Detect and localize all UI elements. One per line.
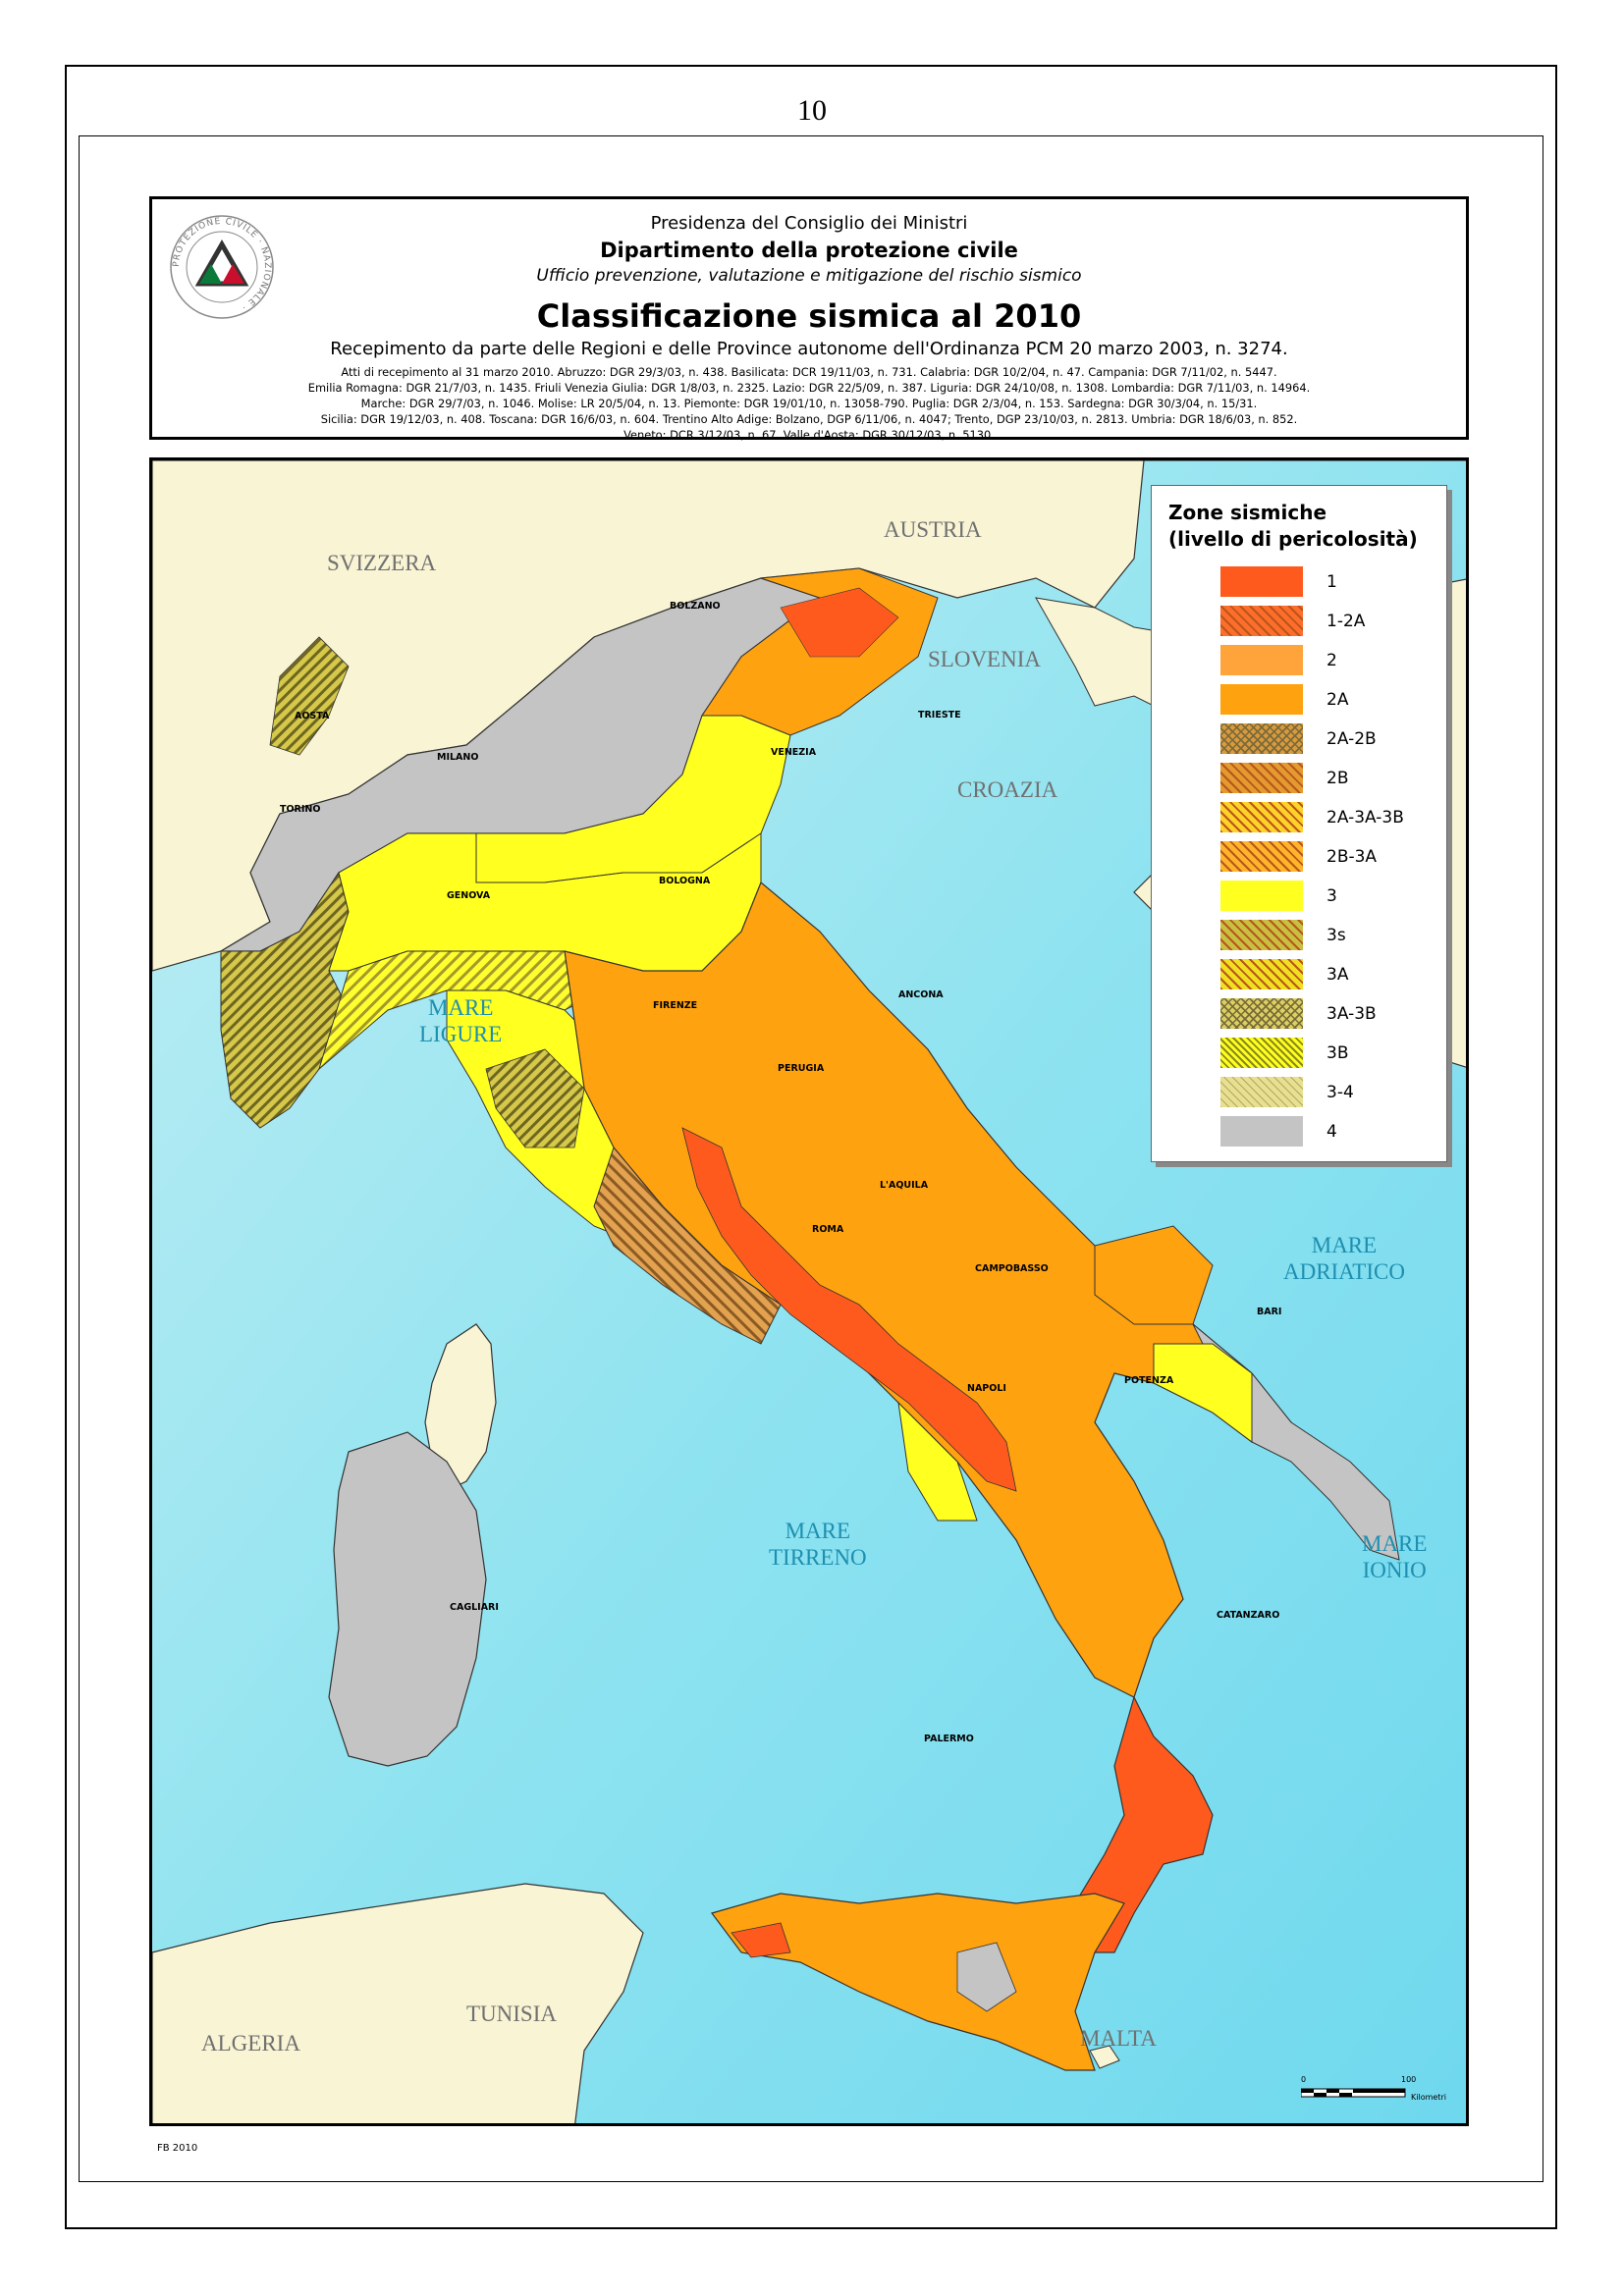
city-label: GENOVA <box>447 890 491 901</box>
sea-label-line: MARE <box>1311 1233 1378 1257</box>
legend-label: 2A <box>1326 690 1349 710</box>
legend-label: 3s <box>1326 926 1346 945</box>
city-label: BOLZANO <box>670 601 721 612</box>
legend-swatch <box>1220 959 1303 989</box>
scale-end-label: 100 <box>1401 2075 1417 2084</box>
legend-item <box>1220 723 1427 757</box>
acts-line: Emilia Romagna: DGR 21/7/03, n. 1435. Friuli Venezia Giulia: DGR 1/8/03, n. 2325. Lazio: DGR 22/5/09, n. 387. Liguria: DGR 24/10/08, n. 1308. Lombardia: DGR 7/11/03, n. 14964. <box>307 381 1311 395</box>
city-label: L'AQUILA <box>880 1180 929 1191</box>
city-label: FIRENZE <box>653 1000 698 1011</box>
sea-label-line: IONIO <box>1362 1558 1427 1582</box>
logo-ring-text: PROTEZIONE CIVILE · NAZIONALE · <box>171 216 273 312</box>
legend-item <box>1220 606 1427 639</box>
sea-label-ionio <box>1362 1530 1427 1583</box>
city-label: BOLOGNA <box>659 876 711 886</box>
scale-start-label: 0 <box>1301 2075 1307 2084</box>
legend-swatch <box>1220 841 1303 872</box>
legend-label: 4 <box>1326 1122 1337 1142</box>
city-label: TRIESTE <box>918 710 961 721</box>
scale-unit-label: Kilometri <box>1411 2093 1446 2102</box>
legend-item <box>1220 841 1427 875</box>
acts-line: Sicilia: DGR 19/12/03, n. 408. Toscana: DGR 16/6/03, n. 604. Trentino Alto Adige: Bolzano, DGP 6/11/06, n. 4047; Trento, DGP 23/10/03, n. 2813. Umbria: DGR 18/6/03, n. 852. <box>320 412 1298 426</box>
scale-bar <box>1281 2075 1458 2114</box>
footer-credit: FB 2010 <box>157 2143 198 2154</box>
city-label: PERUGIA <box>778 1063 825 1074</box>
legend-label: 3 <box>1326 886 1337 906</box>
city-label: VENEZIA <box>771 747 817 758</box>
map-header <box>149 196 1469 440</box>
header-acts <box>172 364 1446 443</box>
country-label: SLOVENIA <box>928 647 1041 671</box>
sea-label-line: ADRIATICO <box>1283 1259 1405 1284</box>
country-label: SVIZZERA <box>327 551 437 575</box>
seismic-map <box>149 457 1469 2126</box>
city-label: TORINO <box>280 804 321 815</box>
city-label: ROMA <box>812 1224 844 1235</box>
legend-swatch <box>1220 606 1303 636</box>
city-label: BARI <box>1257 1307 1282 1317</box>
sea-label-line: LIGURE <box>419 1022 503 1046</box>
legend-swatch <box>1220 1038 1303 1068</box>
sea-label-adriatico <box>1283 1232 1405 1285</box>
acts-line: Atti di recepimento al 31 marzo 2010. Abruzzo: DGR 29/3/03, n. 438. Basilicata: DCR 19/11/03, n. 731. Calabria: DGR 10/2/04, n. 47. Campania: DGR 7/11/02, n. 5447. <box>341 365 1277 379</box>
legend-swatch <box>1220 763 1303 793</box>
legend-label: 2A-3A-3B <box>1326 808 1404 828</box>
legend-label: 3-4 <box>1326 1083 1354 1102</box>
scale-bar-graphic <box>1301 2087 1409 2101</box>
country-label: AUSTRIA <box>884 517 982 542</box>
legend-swatch <box>1220 802 1303 832</box>
legend-swatch <box>1220 645 1303 675</box>
legend-label: 2A-2B <box>1326 729 1377 749</box>
sea-label-ligure <box>419 994 502 1047</box>
legend-label: 2B-3A <box>1326 847 1378 867</box>
legend-label: 1-2A <box>1326 612 1366 631</box>
header-ufficio: Ufficio prevenzione, valutazione e mitigazione del rischio sismico <box>536 266 1082 286</box>
city-label: CAMPOBASSO <box>975 1263 1049 1274</box>
sea-label-tirreno <box>769 1518 867 1571</box>
city-label: CAGLIARI <box>450 1602 499 1613</box>
legend-swatch <box>1220 1116 1303 1147</box>
legend-swatch <box>1220 881 1303 911</box>
legend-label: 3A <box>1326 965 1349 985</box>
legend-swatch <box>1220 566 1303 597</box>
map-title: Classificazione sismica al 2010 <box>536 297 1082 335</box>
acts-line: Veneto: DCR 3/12/03, n. 67. Valle d'Aosta: DGR 30/12/03, n. 5130. <box>623 428 995 442</box>
legend-title-line: (livello di pericolosità) <box>1168 527 1418 551</box>
city-label: AOSTA <box>295 711 330 721</box>
legend-item <box>1220 566 1427 600</box>
country-label: CROAZIA <box>957 777 1058 802</box>
legend-item <box>1220 920 1427 953</box>
legend-label: 3B <box>1326 1043 1349 1063</box>
city-label: POTENZA <box>1124 1375 1174 1386</box>
legend-item <box>1220 998 1427 1032</box>
map-subtitle: Recepimento da parte delle Regioni e delle Province autonome dell'Ordinanza PCM 20 marzo 2003, n. 3274. <box>330 339 1288 359</box>
sea-label-line: MARE <box>785 1519 851 1543</box>
legend-swatch <box>1220 723 1303 754</box>
legend-item <box>1220 684 1427 718</box>
city-label: CATANZARO <box>1217 1610 1280 1621</box>
country-label: ALGERIA <box>201 2031 300 2056</box>
legend-swatch <box>1220 998 1303 1029</box>
country-label: MALTA <box>1080 2026 1157 2051</box>
legend-label: 2B <box>1326 769 1349 788</box>
legend-item <box>1220 1038 1427 1071</box>
legend-title <box>1168 500 1418 553</box>
page-number: 10 <box>797 94 827 127</box>
legend-swatch <box>1220 920 1303 950</box>
city-label: MILANO <box>437 752 479 763</box>
country-label: TUNISIA <box>466 2002 557 2026</box>
sea-label-line: TIRRENO <box>769 1545 867 1570</box>
legend-label: 3A-3B <box>1326 1004 1377 1024</box>
sea-label-line: MARE <box>1362 1531 1428 1556</box>
legend-item <box>1220 802 1427 835</box>
legend-swatch <box>1220 1077 1303 1107</box>
header-dipartimento: Dipartimento della protezione civile <box>600 239 1018 262</box>
legend-item <box>1220 763 1427 796</box>
legend-title-line: Zone sismiche <box>1168 501 1327 524</box>
legend-item <box>1220 959 1427 992</box>
acts-line: Marche: DGR 29/7/03, n. 1046. Molise: LR 20/5/04, n. 13. Piemonte: DGR 19/01/10, n. 13058-790. Puglia: DGR 2/3/04, n. 153. Sardegna: DGR 30/3/04, n. 15/31. <box>360 397 1258 410</box>
legend-item <box>1220 1077 1427 1110</box>
legend-item <box>1220 1116 1427 1149</box>
legend-item <box>1220 881 1427 914</box>
city-label: NAPOLI <box>967 1383 1006 1394</box>
legend-label: 2 <box>1326 651 1337 670</box>
city-label: PALERMO <box>924 1734 974 1744</box>
legend-swatch <box>1220 684 1303 715</box>
legend-item <box>1220 645 1427 678</box>
city-label: ANCONA <box>898 989 944 1000</box>
legend-label: 1 <box>1326 572 1337 592</box>
header-presidenza: Presidenza del Consiglio dei Ministri <box>650 213 968 234</box>
map-legend <box>1151 485 1447 1162</box>
sea-label-line: MARE <box>427 995 494 1020</box>
